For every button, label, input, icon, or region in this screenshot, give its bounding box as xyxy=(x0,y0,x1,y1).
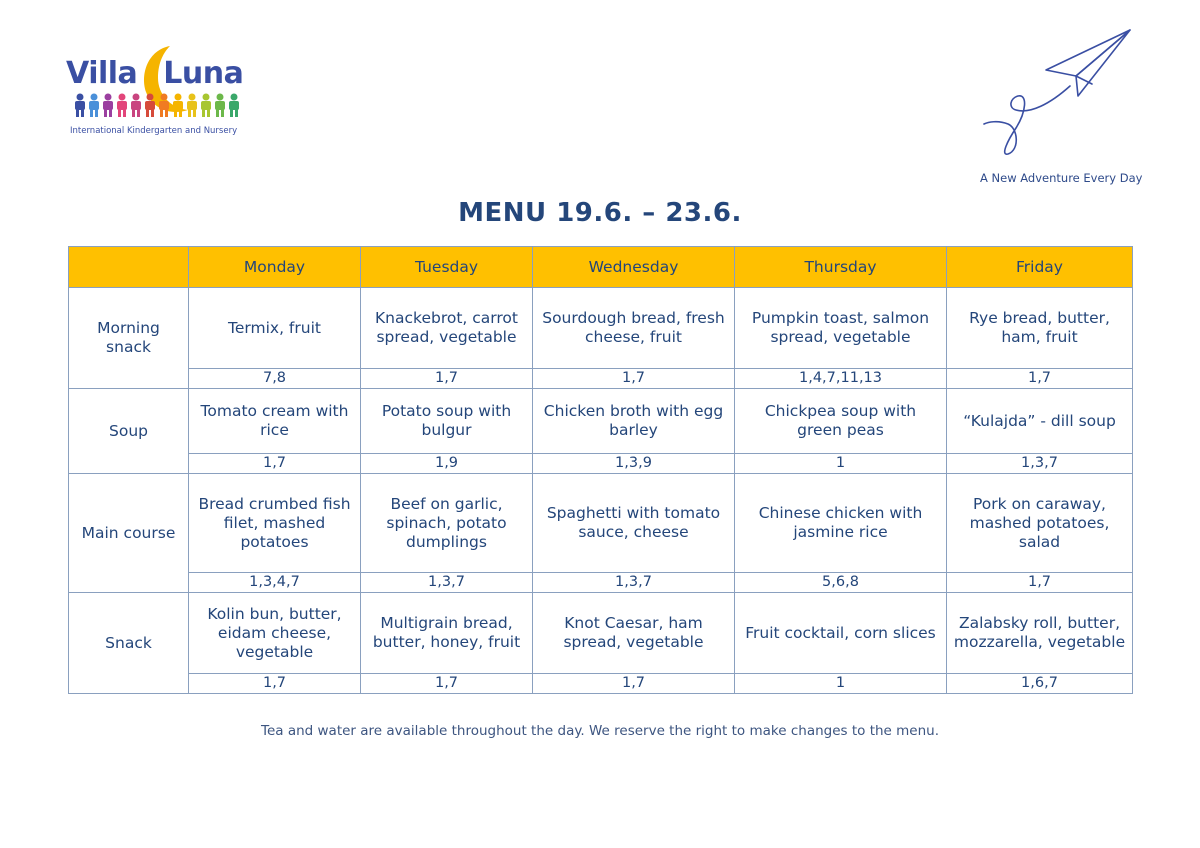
tagline: A New Adventure Every Day xyxy=(980,171,1143,185)
day-header: Tuesday xyxy=(361,247,533,288)
allergen-cell: 1,7 xyxy=(361,674,533,694)
meal-label: Main course xyxy=(69,474,189,593)
allergen-cell: 1,4,7,11,13 xyxy=(735,369,947,389)
footnote: Tea and water are available throughout the day. We reserve the right to make changes to the menu. xyxy=(261,723,939,739)
allergen-row xyxy=(69,369,1133,389)
logo-wordmark xyxy=(66,56,243,91)
dish-cell: Knot Caesar, ham spread, vegetable xyxy=(533,593,735,674)
dish-cell: Chickpea soup with green peas xyxy=(735,389,947,454)
day-header: Monday xyxy=(189,247,361,288)
allergen-cell: 1,7 xyxy=(189,454,361,474)
allergen-cell: 1,6,7 xyxy=(947,674,1133,694)
allergen-cell: 1,7 xyxy=(947,369,1133,389)
allergen-cell: 1,3,9 xyxy=(533,454,735,474)
day-header: Thursday xyxy=(735,247,947,288)
allergen-cell: 1,7 xyxy=(361,369,533,389)
dish-cell: Sourdough bread, fresh cheese, fruit xyxy=(533,288,735,369)
allergen-cell: 1 xyxy=(735,454,947,474)
page-title: MENU 19.6. – 23.6. xyxy=(458,198,742,228)
allergen-cell: 1,7 xyxy=(533,369,735,389)
dish-cell: Chinese chicken with jasmine rice xyxy=(735,474,947,573)
table-row xyxy=(69,593,1133,674)
allergen-row xyxy=(69,454,1133,474)
dish-cell: Zalabsky roll, butter, mozzarella, vegetable xyxy=(947,593,1133,674)
allergen-cell: 1,7 xyxy=(533,674,735,694)
dish-cell: Fruit cocktail, corn slices xyxy=(735,593,947,674)
dish-cell: Bread crumbed fish filet, mashed potatoes xyxy=(189,474,361,573)
allergen-cell: 1,9 xyxy=(361,454,533,474)
day-header: Friday xyxy=(947,247,1133,288)
paper-plane-icon xyxy=(980,28,1136,160)
dish-cell: Tomato cream with rice xyxy=(189,389,361,454)
allergen-cell: 1 xyxy=(735,674,947,694)
menu-table xyxy=(68,246,1133,694)
header-row xyxy=(69,247,1133,288)
logo-subtitle: International Kindergarten and Nursery xyxy=(70,126,238,136)
dish-cell: Potato soup with bulgur xyxy=(361,389,533,454)
dish-cell: Spaghetti with tomato sauce, cheese xyxy=(533,474,735,573)
logo-word-villa: Villa xyxy=(66,56,138,91)
dish-cell: Beef on garlic, spinach, potato dumplings xyxy=(361,474,533,573)
dish-cell: Kolin bun, butter, eidam cheese, vegetable xyxy=(189,593,361,674)
allergen-cell: 1,3,7 xyxy=(947,454,1133,474)
table-row xyxy=(69,389,1133,454)
dish-cell: Rye bread, butter, ham, fruit xyxy=(947,288,1133,369)
villa-luna-logo xyxy=(66,44,246,140)
allergen-row xyxy=(69,674,1133,694)
allergen-cell: 1,3,7 xyxy=(361,573,533,593)
allergen-cell: 1,3,4,7 xyxy=(189,573,361,593)
allergen-cell: 5,6,8 xyxy=(735,573,947,593)
dish-cell: Multigrain bread, butter, honey, fruit xyxy=(361,593,533,674)
dish-cell: Chicken broth with egg barley xyxy=(533,389,735,454)
allergen-cell: 7,8 xyxy=(189,369,361,389)
allergen-cell: 1,7 xyxy=(947,573,1133,593)
dish-cell: Pumpkin toast, salmon spread, vegetable xyxy=(735,288,947,369)
dish-cell: Knackebrot, carrot spread, vegetable xyxy=(361,288,533,369)
dish-cell: “Kulajda” - dill soup xyxy=(947,389,1133,454)
children-figures-icon xyxy=(72,92,240,118)
table-row xyxy=(69,474,1133,573)
corner-cell xyxy=(69,247,189,288)
table-row xyxy=(69,288,1133,369)
dish-cell: Pork on caraway, mashed potatoes, salad xyxy=(947,474,1133,573)
meal-label: Morning snack xyxy=(69,288,189,389)
meal-label: Soup xyxy=(69,389,189,474)
allergen-cell: 1,3,7 xyxy=(533,573,735,593)
logo-word-luna: Luna xyxy=(163,56,244,91)
day-header: Wednesday xyxy=(533,247,735,288)
allergen-cell: 1,7 xyxy=(189,674,361,694)
allergen-row xyxy=(69,573,1133,593)
meal-label: Snack xyxy=(69,593,189,694)
dish-cell: Termix, fruit xyxy=(189,288,361,369)
